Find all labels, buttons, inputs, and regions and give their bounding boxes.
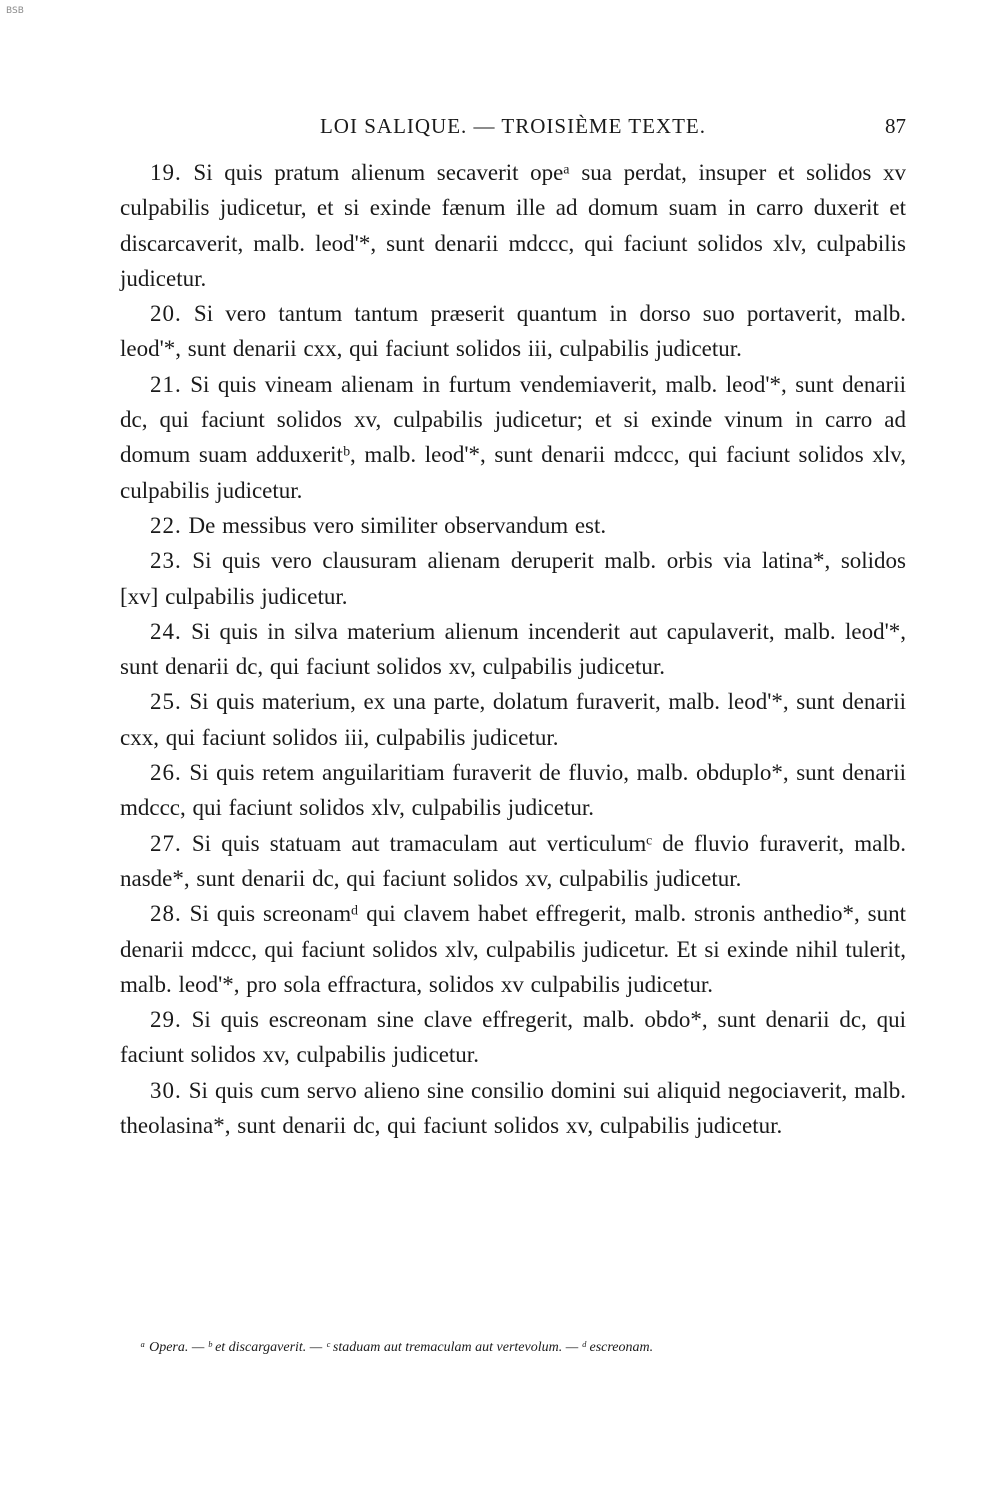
- article-text: Si quis pratum alienum secaverit opeᵃ sua perdat, insuper et solidos xv culpabilis judicetur, et si exinde fænum ille ad domum suam in carro duxerit et discarcaverit, malb. leod'*, sunt denarii mdccc, qui faciunt solidos xlv, culpabilis judicetur.: [120, 160, 906, 291]
- article-number: 26.: [150, 760, 182, 786]
- article-21: [120, 367, 906, 508]
- article-text: De messibus vero similiter observandum est.: [181, 512, 607, 538]
- article-text: Si quis in silva materium alienum incenderit aut capulaverit, malb. leod'*, sunt denarii dc, qui faciunt solidos xv, culpabilis judicetur.: [120, 618, 906, 680]
- article-text: Si quis cum servo alieno sine consilio domini sui aliquid negociaverit, malb. theolasina*, sunt denarii dc, qui faciunt solidos xv, culpabilis judicetur.: [120, 1077, 906, 1139]
- library-watermark: BSB: [6, 6, 24, 16]
- article-19: [120, 155, 906, 296]
- article-number: 21.: [150, 371, 182, 397]
- article-text: Si vero tantum tantum præserit quantum in dorso suo portaverit, malb. leod'*, sunt denarii cxx, qui faciunt solidos iii, culpabilis judicetur.: [120, 301, 906, 362]
- article-text: Si quis screonamᵈ qui clavem habet effregerit, malb. stronis anthedio*, sunt denarii mdccc, qui faciunt solidos xlv, culpabilis judicetur. Et si exinde nihil tulerit, malb. leod'*, pro sola effractura, solidos xv culpabilis judicetur.: [120, 901, 906, 997]
- article-24: [120, 614, 906, 685]
- footnotes: ᵃ Opera. — ᵇ et discargaverit. — ᶜ staduam aut tremaculam aut vertevolum. — ᵈ escreonam.: [140, 1340, 654, 1355]
- article-number: 29.: [150, 1007, 182, 1033]
- page-header: [120, 110, 906, 146]
- article-27: [120, 826, 906, 897]
- article-23: [120, 543, 906, 614]
- running-title: LOI SALIQUE. — TROISIÈME TEXTE.: [319, 114, 707, 138]
- article-number: 27.: [150, 830, 182, 856]
- article-number: 30.: [150, 1077, 182, 1103]
- page-number: 87: [885, 114, 906, 138]
- article-text: Si quis vero clausuram alienam deruperit malb. orbis via latina*, solidos [xv] culpabilis judicetur.: [120, 548, 906, 609]
- article-text: Si quis escreonam sine clave effregerit, malb. obdo*, sunt denarii dc, qui faciunt solidos xv, culpabilis judicetur.: [120, 1007, 906, 1068]
- article-text: Si quis materium, ex una parte, dolatum furaverit, malb. leod'*, sunt denarii cxx, qui faciunt solidos iii, culpabilis judicetur.: [120, 689, 906, 750]
- article-text: Si quis retem anguilaritiam furaverit de fluvio, malb. obduplo*, sunt denarii mdccc, qui faciunt solidos xlv, culpabilis judicetur.: [120, 760, 906, 821]
- body-text: [120, 155, 906, 1143]
- article-text: Si quis statuam aut tramaculam aut verticulumᶜ de fluvio furaverit, malb. nasde*, sunt denarii dc, qui faciunt solidos xv, culpabilis judicetur.: [120, 830, 906, 891]
- article-number: 23.: [150, 548, 182, 574]
- article-number: 22.: [150, 512, 182, 538]
- article-number: 24.: [150, 618, 182, 644]
- article-20: [120, 296, 906, 367]
- article-22: [120, 508, 906, 543]
- article-text: Si quis vineam alienam in furtum vendemiaverit, malb. leod'*, sunt denarii dc, qui faciunt solidos xv, culpabilis judicetur; et si exinde vinum in carro ad domum suam adduxeritᵇ, malb. leod'*, sunt denarii mdccc, qui faciunt solidos xlv, culpabilis judicetur.: [120, 371, 906, 503]
- article-number: 20.: [150, 301, 182, 327]
- article-30: [120, 1073, 906, 1144]
- article-25: [120, 684, 906, 755]
- article-28: [120, 896, 906, 1002]
- article-26: [120, 755, 906, 826]
- article-29: [120, 1002, 906, 1073]
- article-number: 28.: [150, 901, 182, 927]
- article-number: 19.: [150, 160, 182, 185]
- article-number: 25.: [150, 689, 182, 715]
